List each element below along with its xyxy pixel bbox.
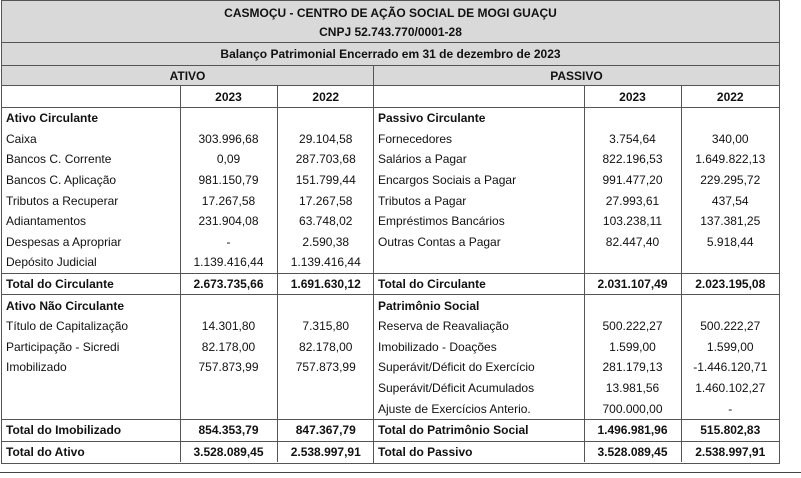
ativo-value-2023: 14.301,80 <box>180 316 277 337</box>
passivo-row-label: Reserva de Reavaliação <box>374 316 584 337</box>
ativo-value-2022: 847.367,79 <box>277 419 374 441</box>
ativo-value-2023 <box>180 378 277 399</box>
passivo-value-2022: 5.918,44 <box>706 234 754 249</box>
ativo-row <box>2 170 374 191</box>
ativo-value-2022: 63.748,02 <box>299 214 353 229</box>
passivo-value-2023: 103.238,11 <box>584 211 681 232</box>
passivo-value-2023: 82.447,40 <box>584 232 681 253</box>
passivo-value-2022 <box>681 252 779 273</box>
ativo-row <box>2 108 374 129</box>
ativo-row <box>2 232 374 253</box>
ativo-year-header <box>2 86 374 108</box>
passivo-row <box>374 129 779 150</box>
ativo-value-2023: 3.528.089,45 <box>180 441 277 462</box>
passivo-value-2023: 13.981,56 <box>584 378 681 399</box>
passivo-value-2022: 137.381,25 <box>700 214 761 229</box>
ativo-value-2022 <box>277 378 374 399</box>
passivo-value-2023 <box>584 252 681 273</box>
ativo-value-2023: 231.904,08 <box>180 211 277 232</box>
ativo-row <box>2 295 374 316</box>
passivo-row <box>374 252 779 273</box>
passivo-row <box>374 441 779 462</box>
passivo-value-2022: 1.460.102,27 <box>695 381 766 396</box>
passivo-value-2023: 2.031.107,49 <box>584 273 681 295</box>
passivo-row <box>374 211 779 232</box>
passivo-row-label <box>374 252 584 273</box>
passivo-title: PASSIVO <box>374 66 779 86</box>
passivo-row <box>374 108 779 129</box>
ativo-value-2022: 1.139.416,44 <box>290 255 361 270</box>
passivo-row <box>374 398 779 419</box>
cnpj-line: CNPJ 52.743.770/0001-28 <box>2 23 779 43</box>
passivo-value-2022: 2.023.195,08 <box>681 273 779 295</box>
ativo-table <box>2 86 374 462</box>
passivo-value-2022: - <box>728 401 733 416</box>
ativo-value-2023: 757.873,99 <box>180 357 277 378</box>
ativo-row-label: Total do Circulante <box>2 273 180 295</box>
passivo-row-label: Imobilizado - Doações <box>374 337 584 358</box>
ativo-row-label: Adiantamentos <box>2 211 180 232</box>
ativo-value-2023 <box>180 108 277 129</box>
ativo-value-2022: 287.703,68 <box>295 152 356 167</box>
ativo-title: ATIVO <box>2 66 373 86</box>
ativo-row-label: Total do Ativo <box>2 441 180 462</box>
passivo-row-label: Empréstimos Bancários <box>374 211 584 232</box>
ativo-value-2023 <box>180 295 277 316</box>
ativo-value-2023: 981.150,79 <box>180 170 277 191</box>
ativo-row-label: Bancos C. Corrente <box>2 149 180 170</box>
ativo-row-label: Despesas a Apropriar <box>2 232 180 253</box>
ativo-value-2022 <box>277 398 374 419</box>
passivo-row <box>374 337 779 358</box>
passivo-value-2022: 1.649.822,13 <box>695 152 766 167</box>
ativo-value-2022 <box>277 108 374 129</box>
passivo-year-header <box>374 86 779 108</box>
ativo-value-2023: 17.267,58 <box>180 190 277 211</box>
ativo-value-2022: 29.104,58 <box>299 131 353 146</box>
passivo-table <box>374 86 779 462</box>
ativo-row <box>2 398 374 419</box>
ativo-row <box>2 337 374 358</box>
passivo-value-2022: 229.295,72 <box>700 173 761 188</box>
passivo-value-2022: 1.599,00 <box>706 339 754 354</box>
passivo-row-label: Superávit/Déficit Acumulados <box>374 378 584 399</box>
ativo-value-2023: - <box>180 232 277 253</box>
page-bottom-rule <box>0 472 801 473</box>
ativo-value-2022: 17.267,58 <box>299 193 353 208</box>
passivo-row-label: Tributos a Pagar <box>374 190 584 211</box>
passivo-value-2023: 1.599,00 <box>584 337 681 358</box>
ativo-row <box>2 378 374 399</box>
ativo-value-2023: 0,09 <box>180 149 277 170</box>
passivo-value-2023: 3.754,64 <box>584 129 681 150</box>
passivo-value-2022 <box>681 108 779 129</box>
passivo-row <box>374 170 779 191</box>
passivo-row <box>374 316 779 337</box>
passivo-value-2022: 340,00 <box>711 131 749 146</box>
passivo-value-2022: 2.538.997,91 <box>695 444 766 459</box>
organization-name: CASMOÇU - CENTRO DE AÇÃO SOCIAL DE MOGI GUAÇU <box>2 1 779 23</box>
passivo-row <box>374 232 779 253</box>
passivo-year-2022: 2022 <box>681 86 779 108</box>
ativo-row <box>2 190 374 211</box>
passivo-row-label: Fornecedores <box>374 129 584 150</box>
passivo-value-2023: 281.179,13 <box>584 357 681 378</box>
passivo-row-label: Patrimônio Social <box>374 295 584 316</box>
passivo-value-2022: 500.222,27 <box>700 319 761 334</box>
ativo-row-label: Imobilizado <box>2 357 180 378</box>
ativo-row-label: Bancos C. Aplicação <box>2 170 180 191</box>
passivo-value-2022: 437,54 <box>711 193 749 208</box>
statement-title: Balanço Patrimonial Encerrado em 31 de dezembro de 2023 <box>2 43 779 66</box>
passivo-value-2023: 700.000,00 <box>584 398 681 419</box>
passivo-row <box>374 357 779 378</box>
ativo-row <box>2 149 374 170</box>
ativo-value-2022: 151.799,44 <box>295 173 356 188</box>
ativo-row <box>2 441 374 462</box>
ativo-value-2022: 757.873,99 <box>295 360 356 375</box>
passivo-value-2022 <box>681 295 779 316</box>
ativo-row-label: Ativo Circulante <box>2 108 180 129</box>
passivo-row-label: Outras Contas a Pagar <box>374 232 584 253</box>
balance-sheet <box>1 0 780 464</box>
ativo-row-label: Caixa <box>2 129 180 150</box>
ativo-year-2022: 2022 <box>277 86 374 108</box>
passivo-row <box>374 149 779 170</box>
passivo-value-2023: 1.496.981,96 <box>584 419 681 441</box>
passivo-value-2023: 991.477,20 <box>584 170 681 191</box>
ativo-value-2022: 82.178,00 <box>299 339 353 354</box>
passivo-value-2022: -1.446.120,71 <box>693 360 768 375</box>
passivo-row <box>374 419 779 441</box>
ativo-row-label <box>2 398 180 419</box>
passivo-value-2023: 822.196,53 <box>584 149 681 170</box>
passivo-row-label: Passivo Circulante <box>374 108 584 129</box>
passivo-row <box>374 273 779 295</box>
ativo-row-label: Tributos a Recuperar <box>2 190 180 211</box>
passivo-row-label: Encargos Sociais a Pagar <box>374 170 584 191</box>
passivo-year-2023: 2023 <box>584 86 681 108</box>
ativo-row-label: Ativo Não Circulante <box>2 295 180 316</box>
passivo-value-2022: 515.802,83 <box>681 419 779 441</box>
passivo-value-2023: 3.528.089,45 <box>584 441 681 462</box>
ativo-value-2022 <box>277 295 374 316</box>
ativo-value-2023: 82.178,00 <box>180 337 277 358</box>
ativo-row-label <box>2 378 180 399</box>
passivo-row-label: Ajuste de Exercícios Anterio. <box>374 398 584 419</box>
ativo-row-label: Total do Imobilizado <box>2 419 180 441</box>
ativo-value-2022: 7.315,80 <box>302 319 350 334</box>
ativo-row <box>2 419 374 441</box>
passivo-value-2023 <box>584 108 681 129</box>
ativo-value-2023: 854.353,79 <box>180 419 277 441</box>
ativo-row <box>2 211 374 232</box>
ativo-value-2023 <box>180 398 277 419</box>
ativo-value-2022: 2.590,38 <box>302 234 350 249</box>
passivo-row <box>374 295 779 316</box>
ativo-value-2023: 2.673.735,66 <box>180 273 277 295</box>
passivo-row-label: Total do Patrimônio Social <box>374 419 584 441</box>
ativo-value-2022: 1.691.630,12 <box>277 273 374 295</box>
passivo-row-label: Total do Passivo <box>374 441 584 462</box>
passivo-row-label: Total do Circulante <box>374 273 584 295</box>
ativo-row <box>2 252 374 273</box>
passivo-row-label: Salários a Pagar <box>374 149 584 170</box>
ativo-row <box>2 357 374 378</box>
ativo-row <box>2 129 374 150</box>
passivo-value-2023: 27.993,61 <box>584 190 681 211</box>
passivo-row <box>374 190 779 211</box>
ativo-value-2022: 2.538.997,91 <box>290 444 361 459</box>
passivo-row <box>374 378 779 399</box>
ativo-year-2023: 2023 <box>180 86 277 108</box>
passivo-row-label: Superávit/Déficit do Exercício <box>374 357 584 378</box>
ativo-row-label: Depósito Judicial <box>2 252 180 273</box>
ativo-value-2023: 303.996,68 <box>180 129 277 150</box>
passivo-value-2023 <box>584 295 681 316</box>
ativo-row-label: Participação - Sicredi <box>2 337 180 358</box>
passivo-section <box>374 66 779 463</box>
ativo-value-2023: 1.139.416,44 <box>180 252 277 273</box>
ativo-row <box>2 316 374 337</box>
ativo-row-label: Título de Capitalização <box>2 316 180 337</box>
ativo-section <box>2 66 374 463</box>
ativo-row <box>2 273 374 295</box>
passivo-value-2023: 500.222,27 <box>584 316 681 337</box>
